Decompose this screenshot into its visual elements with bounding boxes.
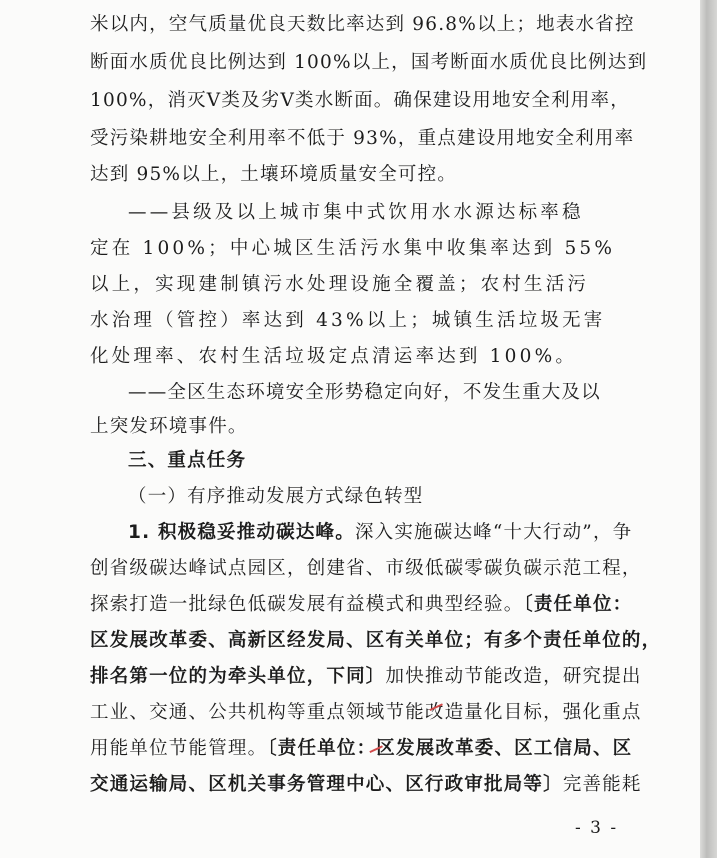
task1-line-8 bbox=[90, 772, 642, 798]
task1-title: 1. 积极稳妥推动碳达峰。 bbox=[128, 522, 355, 543]
body-line-4: 受污染耕地安全利用率不低于 93%，重点建设用地安全利用率 bbox=[90, 128, 635, 149]
body-line-1: 米以内，空气质量优良天数比率达到 96.8%以上；地表水省控 bbox=[90, 14, 635, 35]
body-line-8: 以上，实现建制镇污水处理设施全覆盖；农村生活污 bbox=[90, 274, 590, 295]
task1-text-3b: 〔责任单位： bbox=[523, 594, 633, 615]
task1-text-8a: 交通运输局、区机关事务管理中心、区行政审批局等〕 bbox=[90, 774, 563, 795]
task1-line-3 bbox=[90, 592, 632, 618]
body-line-5: 达到 95%以上，土壤环境质量安全可控。 bbox=[90, 164, 458, 185]
page-number: - 3 - bbox=[575, 818, 619, 838]
task1-line-1 bbox=[128, 520, 632, 546]
task1-line-2: 创省级碳达峰试点园区，创建省、市级低碳零碳负碳示范工程， bbox=[90, 558, 642, 579]
body-line-11: ——全区生态环境安全形势稳定向好，不发生重大及以 bbox=[128, 382, 601, 403]
task1-line-5 bbox=[90, 664, 642, 690]
task1-line-7 bbox=[90, 736, 632, 762]
subsection-heading: （一）有序推动发展方式绿色转型 bbox=[128, 486, 424, 507]
task1-text-5b: 加快推动节能改造，研究提出 bbox=[385, 666, 642, 687]
body-line-10: 化处理率、农村生活垃圾定点清运率达到 100%。 bbox=[90, 346, 578, 367]
task1-line-6: 工业、交通、公共机构等重点领域节能改造量化目标，强化重点 bbox=[90, 702, 642, 723]
body-line-2: 断面水质优良比例达到 100%以上，国考断面水质优良比例达到 bbox=[90, 52, 648, 73]
body-line-7: 定在 100%；中心城区生活污水集中收集率达到 55% bbox=[90, 238, 616, 259]
body-line-6: ——县级及以上城市集中式饮用水水源达标率稳 bbox=[128, 202, 584, 223]
task1-text-7b: 〔责任单位：区发展改革委、区工信局、区 bbox=[267, 738, 633, 759]
body-line-12: 上突发环境事件。 bbox=[90, 416, 248, 437]
task1-text-8b: 完善能耗 bbox=[562, 774, 642, 795]
task1-line-4: 区发展改革委、高新区经发局、区有关单位；有多个责任单位的， bbox=[90, 630, 662, 651]
page-edge bbox=[700, 0, 717, 858]
section-heading: 三、重点任务 bbox=[128, 450, 247, 471]
task1-text-1: 深入实施碳达峰“十大行动”，争 bbox=[354, 522, 633, 543]
task1-text-7a: 用能单位节能管理。 bbox=[90, 738, 268, 759]
task1-text-5a: 排名第一位的为牵头单位，下同〕 bbox=[90, 666, 386, 687]
task1-text-3a: 探索打造一批绿色低碳发展有益模式和典型经验。 bbox=[90, 594, 524, 615]
body-line-3: 100%，消灭Ⅴ类及劣Ⅴ类水断面。确保建设用地安全利用率， bbox=[90, 90, 630, 111]
body-line-9: 水治理（管控）率达到 43%以上；城镇生活垃圾无害 bbox=[90, 310, 606, 331]
